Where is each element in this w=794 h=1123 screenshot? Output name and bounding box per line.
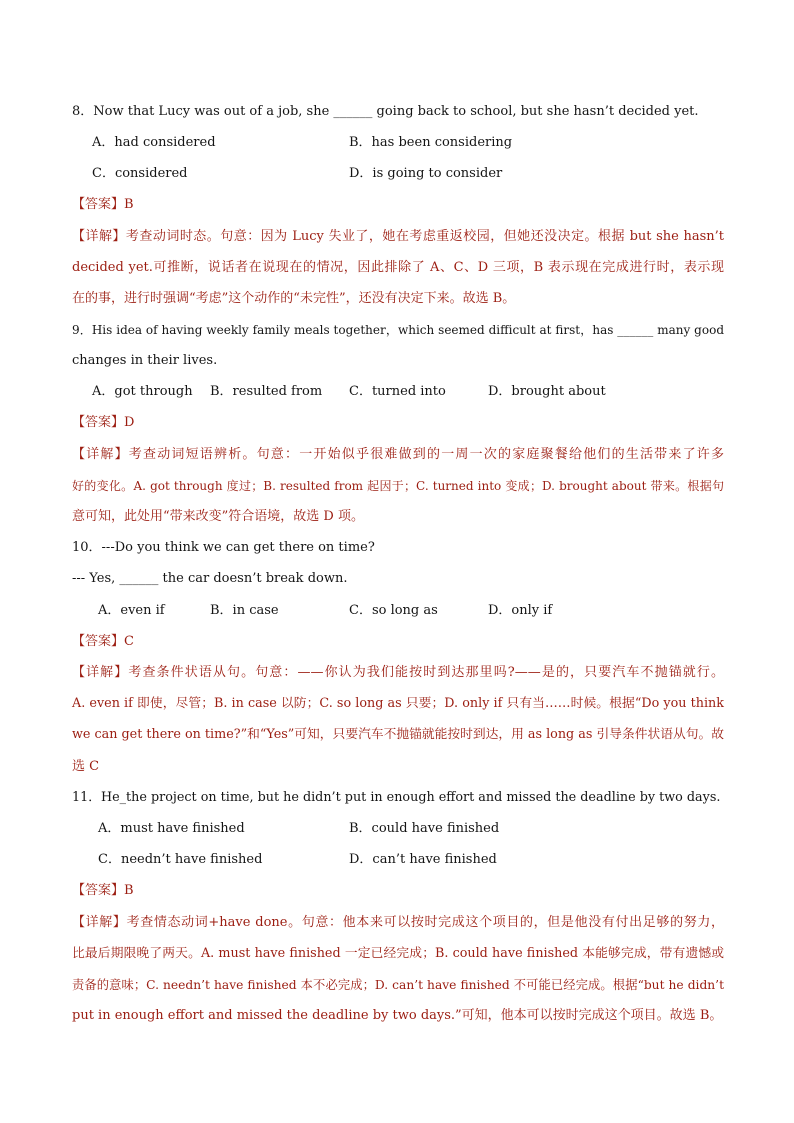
question-9-option-b: B．resulted from [210,384,323,399]
question-9-option-d: D．brought about [488,384,606,399]
question-9-explanation-line: 好的变化。A. got through 度过；B. resulted from 起因于；C. turned into 变成；D. brought about 带来。根据句 [72,479,724,493]
answer-tag: 【答案】 [72,415,125,430]
question-10-option-d: D．only if [488,603,553,618]
question-8-answer [72,196,724,214]
question-11-explanation-line: 比最后期限晚了两天。A. must have finished 一定已经完成；B. could have finished 本能够完成，带有遗憾或 [72,946,724,961]
answer-value: B [124,197,134,212]
question-11-option-c: C．needn’t have finished [98,852,263,867]
question-8-explanation-line: decided yet.可推断，说话者在说现在的情况，因此排除了 A、C、D 三项，B 表示现在完成进行时，表示现 [72,260,724,275]
question-10-answer [72,633,724,651]
question-11-answer [72,882,724,900]
answer-tag: 【答案】 [72,883,125,898]
question-11-explanation-line: put in enough effort and missed the deadline by two days.”可知，他本可以按时完成这个项目。故选 B。 [72,1008,723,1023]
question-11-option-a: A．must have finished [98,821,245,836]
question-8-explanation-line: 在的事，进行时强调“考虑”这个动作的“未完性”，还没有决定下来。故选 B。 [72,291,516,306]
question-11-option-d: D．can’t have finished [349,852,497,867]
question-8-option-d: D．is going to consider [349,166,503,181]
answer-tag: 【答案】 [72,197,125,212]
question-10-explanation-line: 选 C [72,759,100,774]
question-10-stem: 10．---Do you think we can get there on time? [72,540,375,555]
question-9-answer [72,414,724,432]
question-9-option-a: A．got through [92,384,193,399]
question-10-option-c: C．so long as [349,603,438,618]
question-10-explanation-line: we can get there on time?”和“Yes”可知，只要汽车不抛锚就能按时到达，用 as long as 引导条件状语从句。故 [72,727,724,742]
question-8-option-b: B．has been considering [349,135,513,150]
question-11-stem: 11．He_the project on time, but he didn’t put in enough effort and missed the deadline by two days. [72,790,721,805]
answer-value: B [124,883,134,898]
question-9-explanation-line: 【详解】考查动词短语辨析。句意：一开始似乎很难做到的一周一次的家庭聚餐给他们的生活带来了许多 [72,447,724,462]
question-10-stem-continued: --- Yes, ______ the car doesn’t break down. [72,571,348,586]
question-9-option-c: C．turned into [349,384,446,399]
question-10-explanation-line: 【详解】考查条件状语从句。句意：——你认为我们能按时到达那里吗?——是的，只要汽车不抛锚就行。 [72,665,724,680]
answer-tag: 【答案】 [72,634,125,649]
question-11-explanation-line: 【详解】考查情态动词+have done。句意：他本来可以按时完成这个项目的，但是他没有付出足够的努力， [72,915,724,930]
question-8-option-c: C．considered [92,166,188,181]
answer-value: C [124,634,134,649]
question-9-stem-continued: changes in their lives. [72,353,218,368]
question-9-stem: 9．His idea of having weekly family meals together，which seemed difficult at first，has ______ many good [72,323,724,337]
question-8-option-a: A．had considered [92,135,216,150]
question-8-explanation-line: 【详解】考查动词时态。句意：因为 Lucy 失业了，她在考虑重返校园，但她还没决定。根据 but she hasn’t [72,229,724,244]
question-10-option-a: A．even if [98,603,165,618]
question-8-stem: 8．Now that Lucy was out of a job, she ______ going back to school, but she hasn’t decided yet. [72,104,699,119]
question-11-explanation-line: 责备的意味；C. needn’t have finished 本不必完成；D. can’t have finished 不可能已经完成。根据“but he didn’t [72,978,724,992]
question-10-explanation-line: A. even if 即使，尽管；B. in case 以防；C. so long as 只要；D. only if 只有当……时候。根据“Do you think [72,696,724,711]
question-11-option-b: B．could have finished [349,821,500,836]
answer-value: D [124,415,135,430]
question-9-explanation-line: 意可知，此处用“带来改变”符合语境，故选 D 项。 [72,509,364,524]
question-10-option-b: B．in case [210,603,279,618]
